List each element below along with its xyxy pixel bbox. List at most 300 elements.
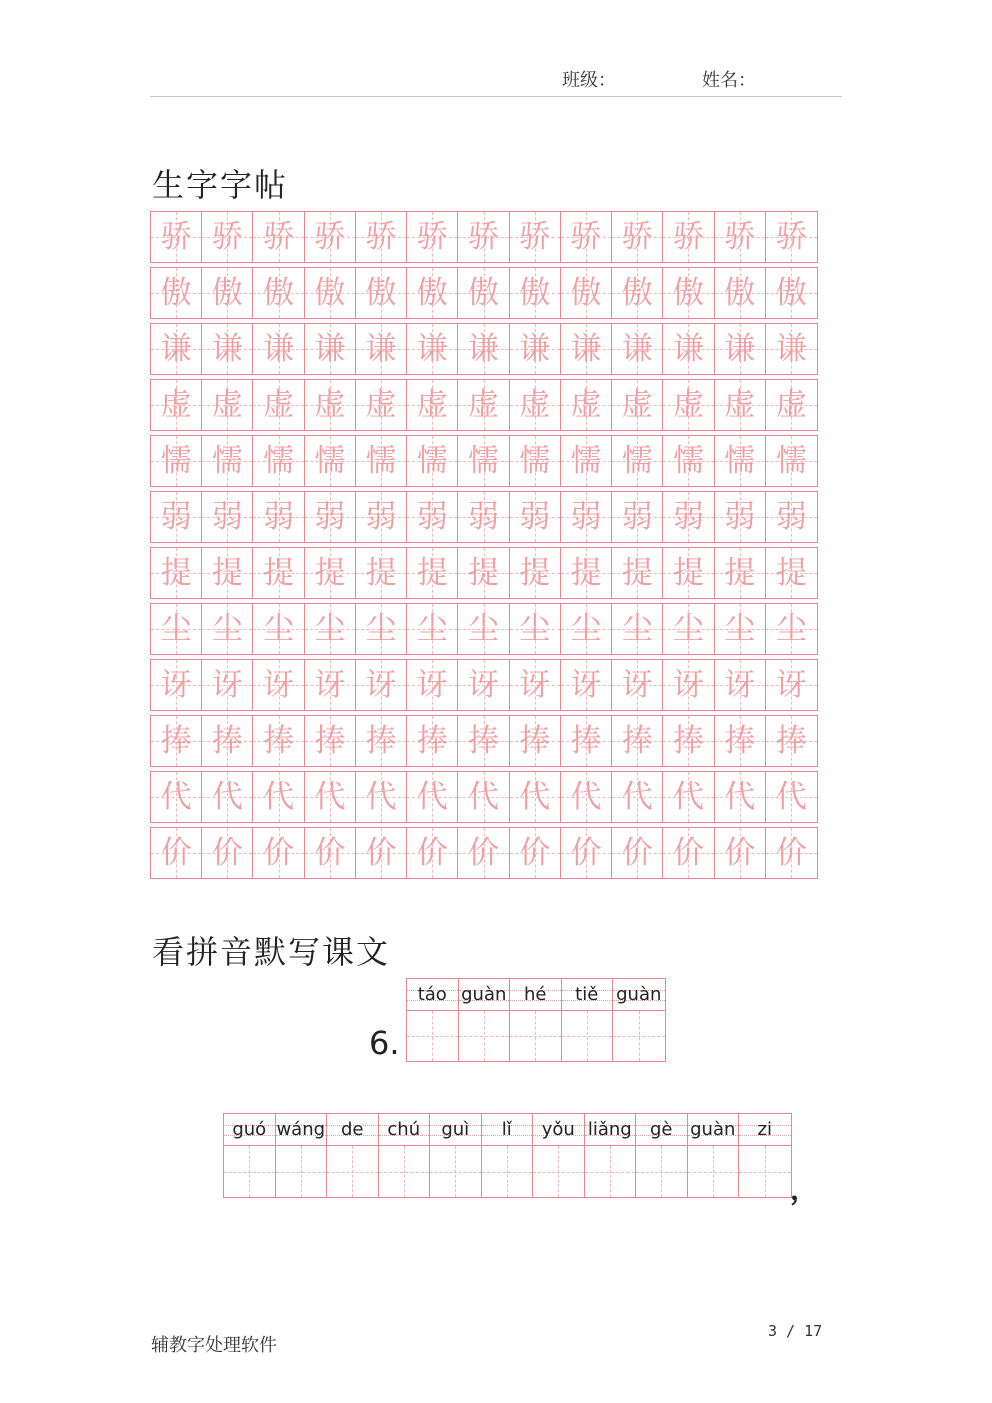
writing-cell[interactable] bbox=[612, 436, 663, 486]
writing-cell[interactable] bbox=[407, 492, 458, 542]
writing-cell[interactable] bbox=[663, 828, 714, 878]
writing-cell[interactable] bbox=[151, 212, 202, 262]
writing-cell[interactable] bbox=[715, 548, 766, 598]
writing-cell[interactable] bbox=[766, 660, 817, 710]
pinyin-line bbox=[562, 979, 613, 1011]
trace-character: 弱 bbox=[416, 498, 448, 535]
writing-cell[interactable] bbox=[202, 660, 253, 710]
pinyin-text: chú bbox=[387, 1119, 421, 1140]
practice-row bbox=[150, 715, 818, 767]
trace-character: 傲 bbox=[365, 274, 397, 311]
writing-cell[interactable] bbox=[458, 212, 509, 262]
writing-cell[interactable] bbox=[561, 268, 612, 318]
writing-cell[interactable] bbox=[612, 380, 663, 430]
practice-row bbox=[150, 491, 818, 543]
pinyin-text: gè bbox=[650, 1119, 673, 1140]
writing-cell[interactable] bbox=[561, 380, 612, 430]
pinyin-line bbox=[510, 979, 561, 1011]
trace-character: 讶 bbox=[672, 666, 704, 703]
trace-character: 傲 bbox=[621, 274, 653, 311]
writing-cell[interactable] bbox=[356, 828, 407, 878]
writing-cell[interactable] bbox=[715, 436, 766, 486]
trace-character: 虚 bbox=[724, 386, 756, 423]
writing-cell[interactable] bbox=[510, 380, 561, 430]
end-punctuation: ， bbox=[790, 1173, 819, 1206]
writing-cell[interactable] bbox=[202, 548, 253, 598]
trace-character: 尘 bbox=[416, 610, 448, 647]
writing-cell[interactable] bbox=[766, 212, 817, 262]
trace-character: 虚 bbox=[160, 386, 192, 423]
writing-cell[interactable] bbox=[151, 828, 202, 878]
answer-box[interactable] bbox=[533, 1146, 584, 1197]
writing-cell[interactable] bbox=[510, 268, 561, 318]
trace-character: 虚 bbox=[570, 386, 602, 423]
writing-cell[interactable] bbox=[407, 380, 458, 430]
writing-cell[interactable] bbox=[561, 492, 612, 542]
writing-cell[interactable] bbox=[561, 324, 612, 374]
pinyin-text: de bbox=[341, 1119, 364, 1140]
trace-character: 尘 bbox=[211, 610, 243, 647]
trace-character: 傲 bbox=[519, 274, 551, 311]
trace-character: 代 bbox=[724, 778, 756, 815]
writing-cell[interactable] bbox=[510, 828, 561, 878]
trace-character: 提 bbox=[519, 554, 551, 591]
writing-cell[interactable] bbox=[202, 828, 253, 878]
pinyin-line bbox=[379, 1114, 430, 1146]
trace-character: 尘 bbox=[365, 610, 397, 647]
writing-cell[interactable] bbox=[407, 212, 458, 262]
answer-box[interactable] bbox=[636, 1146, 687, 1197]
answer-box[interactable] bbox=[688, 1146, 739, 1197]
trace-character: 尘 bbox=[724, 610, 756, 647]
pinyin-text: guàn bbox=[461, 984, 507, 1005]
writing-cell[interactable] bbox=[253, 212, 304, 262]
writing-cell[interactable] bbox=[356, 380, 407, 430]
writing-cell[interactable] bbox=[766, 828, 817, 878]
pinyin-line bbox=[613, 979, 665, 1011]
trace-character: 弱 bbox=[672, 498, 704, 535]
trace-character: 谦 bbox=[160, 330, 192, 367]
writing-cell[interactable] bbox=[253, 772, 304, 822]
answer-box[interactable] bbox=[510, 1011, 561, 1061]
writing-cell[interactable] bbox=[766, 268, 817, 318]
trace-character: 虚 bbox=[468, 386, 500, 423]
writing-cell[interactable] bbox=[407, 828, 458, 878]
trace-character: 价 bbox=[570, 834, 602, 871]
writing-cell[interactable] bbox=[663, 436, 714, 486]
writing-cell[interactable] bbox=[561, 548, 612, 598]
pinyin-text: tiě bbox=[575, 984, 599, 1005]
trace-character: 谦 bbox=[263, 330, 295, 367]
writing-cell[interactable] bbox=[510, 604, 561, 654]
writing-cell[interactable] bbox=[510, 548, 561, 598]
writing-cell[interactable] bbox=[715, 604, 766, 654]
trace-character: 讶 bbox=[211, 666, 243, 703]
trace-character: 讶 bbox=[724, 666, 756, 703]
writing-cell[interactable] bbox=[407, 436, 458, 486]
pinyin-column bbox=[688, 1114, 740, 1197]
writing-cell[interactable] bbox=[151, 548, 202, 598]
writing-cell[interactable] bbox=[253, 660, 304, 710]
answer-box[interactable] bbox=[224, 1146, 275, 1197]
pinyin-column bbox=[430, 1114, 482, 1197]
trace-character: 虚 bbox=[519, 386, 551, 423]
trace-character: 傲 bbox=[724, 274, 756, 311]
writing-cell[interactable] bbox=[715, 716, 766, 766]
writing-cell[interactable] bbox=[663, 324, 714, 374]
writing-cell[interactable] bbox=[458, 604, 509, 654]
trace-character: 懦 bbox=[519, 442, 551, 479]
writing-cell[interactable] bbox=[253, 604, 304, 654]
writing-cell[interactable] bbox=[356, 212, 407, 262]
trace-character: 讶 bbox=[263, 666, 295, 703]
writing-cell[interactable] bbox=[612, 324, 663, 374]
writing-cell[interactable] bbox=[561, 716, 612, 766]
writing-cell[interactable] bbox=[663, 380, 714, 430]
pinyin-line bbox=[533, 1114, 584, 1146]
writing-cell[interactable] bbox=[202, 716, 253, 766]
trace-character: 懦 bbox=[416, 442, 448, 479]
trace-character: 提 bbox=[314, 554, 346, 591]
trace-character: 骄 bbox=[263, 218, 295, 255]
writing-cell[interactable] bbox=[305, 716, 356, 766]
writing-cell[interactable] bbox=[612, 492, 663, 542]
trace-character: 讶 bbox=[468, 666, 500, 703]
writing-cell[interactable] bbox=[202, 268, 253, 318]
trace-character: 价 bbox=[416, 834, 448, 871]
writing-cell[interactable] bbox=[510, 660, 561, 710]
writing-cell[interactable] bbox=[253, 436, 304, 486]
writing-cell[interactable] bbox=[407, 268, 458, 318]
writing-cell[interactable] bbox=[151, 492, 202, 542]
writing-cell[interactable] bbox=[305, 828, 356, 878]
writing-cell[interactable] bbox=[202, 604, 253, 654]
answer-box[interactable] bbox=[327, 1146, 378, 1197]
trace-character: 弱 bbox=[570, 498, 602, 535]
page-number: 3 / 17 bbox=[768, 1322, 823, 1340]
practice-row bbox=[150, 267, 818, 319]
trace-character: 捧 bbox=[416, 722, 448, 759]
writing-cell[interactable] bbox=[407, 324, 458, 374]
trace-character: 代 bbox=[672, 778, 704, 815]
class-label: 班级： bbox=[562, 70, 616, 91]
writing-cell[interactable] bbox=[612, 268, 663, 318]
writing-cell[interactable] bbox=[305, 660, 356, 710]
trace-character: 骄 bbox=[160, 218, 192, 255]
writing-cell[interactable] bbox=[510, 716, 561, 766]
trace-character: 懦 bbox=[263, 442, 295, 479]
pinyin-column bbox=[379, 1114, 431, 1197]
writing-cell[interactable] bbox=[715, 324, 766, 374]
writing-cell[interactable] bbox=[356, 716, 407, 766]
writing-cell[interactable] bbox=[305, 268, 356, 318]
writing-cell[interactable] bbox=[151, 660, 202, 710]
writing-cell[interactable] bbox=[253, 548, 304, 598]
answer-box[interactable] bbox=[562, 1011, 613, 1061]
trace-character: 讶 bbox=[160, 666, 192, 703]
writing-cell[interactable] bbox=[305, 604, 356, 654]
name-label: 姓名： bbox=[702, 70, 756, 91]
trace-character: 傲 bbox=[211, 274, 243, 311]
writing-cell[interactable] bbox=[151, 324, 202, 374]
writing-cell[interactable] bbox=[305, 380, 356, 430]
trace-character: 提 bbox=[621, 554, 653, 591]
trace-character: 尘 bbox=[570, 610, 602, 647]
writing-cell[interactable] bbox=[715, 268, 766, 318]
pinyin-text: guó bbox=[232, 1119, 267, 1140]
trace-character: 懦 bbox=[468, 442, 500, 479]
writing-cell[interactable] bbox=[356, 436, 407, 486]
answer-box[interactable] bbox=[407, 1011, 458, 1061]
writing-cell[interactable] bbox=[766, 324, 817, 374]
answer-box[interactable] bbox=[613, 1011, 665, 1061]
writing-cell[interactable] bbox=[356, 604, 407, 654]
writing-cell[interactable] bbox=[202, 772, 253, 822]
writing-cell[interactable] bbox=[356, 268, 407, 318]
trace-character: 傲 bbox=[672, 274, 704, 311]
writing-cell[interactable] bbox=[356, 548, 407, 598]
pinyin-line bbox=[739, 1114, 791, 1146]
writing-cell[interactable] bbox=[356, 660, 407, 710]
writing-cell[interactable] bbox=[202, 212, 253, 262]
trace-character: 捧 bbox=[365, 722, 397, 759]
writing-cell[interactable] bbox=[407, 660, 458, 710]
trace-character: 价 bbox=[211, 834, 243, 871]
trace-character: 讶 bbox=[365, 666, 397, 703]
trace-character: 骄 bbox=[724, 218, 756, 255]
writing-cell[interactable] bbox=[458, 716, 509, 766]
writing-cell[interactable] bbox=[715, 212, 766, 262]
trace-character: 捧 bbox=[570, 722, 602, 759]
writing-cell[interactable] bbox=[561, 604, 612, 654]
writing-cell[interactable] bbox=[305, 436, 356, 486]
writing-cell[interactable] bbox=[663, 548, 714, 598]
writing-cell[interactable] bbox=[612, 772, 663, 822]
practice-row bbox=[150, 603, 818, 655]
trace-character: 谦 bbox=[314, 330, 346, 367]
trace-character: 谦 bbox=[519, 330, 551, 367]
writing-cell[interactable] bbox=[253, 492, 304, 542]
writing-cell[interactable] bbox=[305, 772, 356, 822]
writing-cell[interactable] bbox=[305, 548, 356, 598]
writing-cell[interactable] bbox=[612, 548, 663, 598]
trace-character: 尘 bbox=[314, 610, 346, 647]
pinyin-line bbox=[688, 1114, 739, 1146]
trace-character: 骄 bbox=[775, 218, 807, 255]
writing-cell[interactable] bbox=[458, 828, 509, 878]
writing-cell[interactable] bbox=[305, 492, 356, 542]
pinyin-line bbox=[585, 1114, 636, 1146]
trace-character: 尘 bbox=[621, 610, 653, 647]
pinyin-line bbox=[636, 1114, 687, 1146]
trace-character: 谦 bbox=[570, 330, 602, 367]
writing-cell[interactable] bbox=[202, 380, 253, 430]
writing-cell[interactable] bbox=[151, 604, 202, 654]
answer-box[interactable] bbox=[482, 1146, 533, 1197]
pinyin-grid-line1 bbox=[406, 978, 666, 1062]
trace-character: 代 bbox=[570, 778, 602, 815]
trace-character: 虚 bbox=[775, 386, 807, 423]
writing-cell[interactable] bbox=[458, 772, 509, 822]
writing-cell[interactable] bbox=[561, 212, 612, 262]
writing-cell[interactable] bbox=[510, 436, 561, 486]
trace-character: 谦 bbox=[468, 330, 500, 367]
writing-cell[interactable] bbox=[663, 716, 714, 766]
writing-cell[interactable] bbox=[458, 660, 509, 710]
writing-cell[interactable] bbox=[407, 604, 458, 654]
answer-box[interactable] bbox=[379, 1146, 430, 1197]
trace-character: 价 bbox=[160, 834, 192, 871]
writing-cell[interactable] bbox=[151, 772, 202, 822]
writing-cell[interactable] bbox=[663, 772, 714, 822]
trace-character: 谦 bbox=[775, 330, 807, 367]
trace-character: 价 bbox=[468, 834, 500, 871]
trace-character: 代 bbox=[160, 778, 192, 815]
trace-character: 捧 bbox=[263, 722, 295, 759]
writing-cell[interactable] bbox=[612, 828, 663, 878]
writing-cell[interactable] bbox=[663, 268, 714, 318]
writing-cell[interactable] bbox=[202, 436, 253, 486]
answer-box[interactable] bbox=[276, 1146, 327, 1197]
writing-cell[interactable] bbox=[766, 604, 817, 654]
writing-cell[interactable] bbox=[151, 268, 202, 318]
pinyin-text: hé bbox=[524, 984, 547, 1005]
trace-character: 尘 bbox=[160, 610, 192, 647]
trace-character: 弱 bbox=[365, 498, 397, 535]
writing-cell[interactable] bbox=[458, 492, 509, 542]
writing-cell[interactable] bbox=[151, 436, 202, 486]
trace-character: 骄 bbox=[570, 218, 602, 255]
trace-character: 骄 bbox=[211, 218, 243, 255]
writing-cell[interactable] bbox=[663, 604, 714, 654]
trace-character: 骄 bbox=[365, 218, 397, 255]
trace-character: 价 bbox=[621, 834, 653, 871]
trace-character: 价 bbox=[724, 834, 756, 871]
pinyin-column bbox=[739, 1114, 791, 1197]
writing-cell[interactable] bbox=[766, 436, 817, 486]
trace-character: 弱 bbox=[519, 498, 551, 535]
trace-character: 傲 bbox=[416, 274, 448, 311]
writing-cell[interactable] bbox=[305, 324, 356, 374]
answer-box[interactable] bbox=[739, 1146, 791, 1197]
writing-cell[interactable] bbox=[663, 492, 714, 542]
answer-box[interactable] bbox=[459, 1011, 510, 1061]
writing-cell[interactable] bbox=[715, 492, 766, 542]
writing-cell[interactable] bbox=[766, 380, 817, 430]
writing-cell[interactable] bbox=[458, 548, 509, 598]
pinyin-column bbox=[613, 979, 665, 1061]
pinyin-column bbox=[562, 979, 614, 1061]
trace-character: 尘 bbox=[519, 610, 551, 647]
writing-cell[interactable] bbox=[253, 716, 304, 766]
answer-box[interactable] bbox=[430, 1146, 481, 1197]
writing-cell[interactable] bbox=[612, 604, 663, 654]
writing-cell[interactable] bbox=[766, 772, 817, 822]
writing-cell[interactable] bbox=[458, 436, 509, 486]
pinyin-text: wáng bbox=[276, 1119, 326, 1140]
writing-cell[interactable] bbox=[458, 268, 509, 318]
pinyin-text: yǒu bbox=[541, 1119, 575, 1140]
writing-cell[interactable] bbox=[458, 324, 509, 374]
writing-cell[interactable] bbox=[715, 828, 766, 878]
writing-cell[interactable] bbox=[715, 772, 766, 822]
practice-row bbox=[150, 771, 818, 823]
practice-row bbox=[150, 323, 818, 375]
trace-character: 提 bbox=[672, 554, 704, 591]
writing-cell[interactable] bbox=[151, 380, 202, 430]
writing-cell[interactable] bbox=[305, 212, 356, 262]
writing-cell[interactable] bbox=[510, 324, 561, 374]
trace-character: 懦 bbox=[775, 442, 807, 479]
trace-character: 尘 bbox=[468, 610, 500, 647]
writing-cell[interactable] bbox=[407, 716, 458, 766]
answer-box[interactable] bbox=[585, 1146, 636, 1197]
writing-cell[interactable] bbox=[356, 324, 407, 374]
trace-character: 尘 bbox=[263, 610, 295, 647]
writing-cell[interactable] bbox=[253, 828, 304, 878]
writing-cell[interactable] bbox=[356, 772, 407, 822]
trace-character: 提 bbox=[416, 554, 448, 591]
pinyin-text: guàn bbox=[616, 984, 662, 1005]
dictation-title: 看拼音默写课文 bbox=[152, 933, 391, 971]
writing-cell[interactable] bbox=[202, 324, 253, 374]
writing-cell[interactable] bbox=[715, 380, 766, 430]
writing-cell[interactable] bbox=[766, 492, 817, 542]
writing-cell[interactable] bbox=[766, 548, 817, 598]
trace-character: 傲 bbox=[160, 274, 192, 311]
writing-cell[interactable] bbox=[766, 716, 817, 766]
writing-cell[interactable] bbox=[510, 212, 561, 262]
trace-character: 懦 bbox=[211, 442, 243, 479]
trace-character: 谦 bbox=[724, 330, 756, 367]
pinyin-column bbox=[224, 1114, 276, 1197]
writing-cell[interactable] bbox=[612, 716, 663, 766]
writing-cell[interactable] bbox=[253, 324, 304, 374]
trace-character: 价 bbox=[314, 834, 346, 871]
writing-cell[interactable] bbox=[561, 436, 612, 486]
pinyin-text: liǎng bbox=[587, 1119, 632, 1140]
footer-software: 辅教字处理软件 bbox=[151, 1335, 277, 1356]
writing-cell[interactable] bbox=[715, 660, 766, 710]
writing-cell[interactable] bbox=[458, 380, 509, 430]
writing-cell[interactable] bbox=[663, 660, 714, 710]
trace-character: 傲 bbox=[570, 274, 602, 311]
writing-cell[interactable] bbox=[407, 548, 458, 598]
writing-cell[interactable] bbox=[561, 660, 612, 710]
writing-cell[interactable] bbox=[510, 492, 561, 542]
writing-cell[interactable] bbox=[663, 212, 714, 262]
trace-character: 提 bbox=[775, 554, 807, 591]
writing-cell[interactable] bbox=[510, 772, 561, 822]
writing-cell[interactable] bbox=[151, 716, 202, 766]
writing-cell[interactable] bbox=[202, 492, 253, 542]
writing-cell[interactable] bbox=[561, 772, 612, 822]
writing-cell[interactable] bbox=[612, 212, 663, 262]
trace-character: 捧 bbox=[468, 722, 500, 759]
writing-cell[interactable] bbox=[253, 268, 304, 318]
writing-cell[interactable] bbox=[612, 660, 663, 710]
trace-character: 弱 bbox=[211, 498, 243, 535]
trace-character: 代 bbox=[365, 778, 397, 815]
pinyin-column bbox=[482, 1114, 534, 1197]
writing-cell[interactable] bbox=[407, 772, 458, 822]
trace-character: 虚 bbox=[314, 386, 346, 423]
writing-cell[interactable] bbox=[561, 828, 612, 878]
writing-cell[interactable] bbox=[253, 380, 304, 430]
writing-cell[interactable] bbox=[356, 492, 407, 542]
trace-character: 捧 bbox=[621, 722, 653, 759]
trace-character: 提 bbox=[211, 554, 243, 591]
